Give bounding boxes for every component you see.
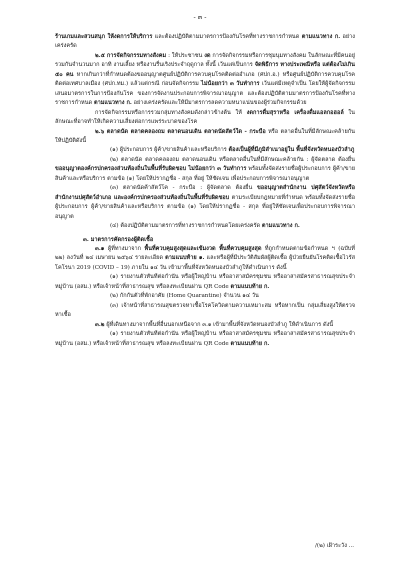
paragraph-screening-3-1-item-3 [55, 302, 355, 321]
text-run: หากเกินกว่าที่กำหนดต้องขออนุญาตศูนย์ปฏิบัติการควบคุมโรคติดต่ออำเภอ (ศปก.อ.) หรือศูนย์ปฏิบัติการควบคุมโรคติดต่อเทศบาลเมือง (ศปก.ทม.) แล้วแต่กรณี ก่อนจัดกิจกรรม [55, 71, 355, 88]
text-run: พร้อมทั้งจัดส่งรายชื่อผู้ประกอบการ ผู้ค้า/ขายสินค้าและหรือบริการ ตามข้อ (๑) โดยให้ปรากฏชื่อ - สกุล ที่อยู่ ให้ชัดเจน เพื่อประกอบการพิจารณาอนุญาต [55, 166, 355, 182]
bold-text-run: งดการดื่มสุราหรือ เครื่องดื่มแอลกอฮอล์ [246, 109, 344, 116]
text-run: (๓) ตลาดนัดค้าสัตว์โค - กระบือ : ผู้จัดตลาด ต้องยื่น [110, 185, 257, 192]
bold-text-run: จัดพิธีการ ทางประเพณีหรือ แต่ต้องไม่เกิน ๕๐ คน [55, 62, 355, 78]
bold-text-run: ตามแนบท้าย ก. [230, 283, 270, 290]
paragraph-market-item-4 [55, 222, 355, 231]
paragraph-alcohol-ban [55, 109, 355, 128]
bold-text-run: ขออนุญาตองค์กรปกครองส่วนท้องถิ่นในพื้นที่รับผิดชอบ ไม่น้อยกว่า ๓ วันทำการ [55, 166, 247, 173]
paragraph-market-item-2 [55, 156, 355, 184]
text-run: การจัดกิจกรรมหรือการรวมกลุ่มทางสังคมดังกล่าวข้างต้น ให้ [95, 109, 247, 116]
bold-text-run: ๓.๑ [95, 245, 108, 252]
paragraph-game-shops [55, 33, 355, 52]
paragraph-screening-3-2 [55, 321, 355, 330]
text-run: อย่างเคร่งครัด [55, 34, 356, 50]
bold-text-run: ๒.๖ ตลาดนัด ตลาดคลองถม ตลาดนอนเดิน ตลาดนัดสัตว์ใด - กระบือ [95, 128, 266, 135]
paragraph-market-item-3 [55, 184, 355, 222]
continuation-note: /(๒) เฝ้าระวัง ... [315, 543, 355, 549]
text-run: ตามระเบียบกฎหมายที่กำหนด พร้อมทั้งจัดส่งรายชื่อผู้ประกอบการ ผู้ค้า/ขายสินค้าและหรือบริการ ตามข้อ (๑) โดยให้ปรากฏชื่อ - สกุล ที่อยู่ให้ชัดเจนเพื่อประกอบการพิจารณาอนุญาต [55, 194, 355, 220]
text-run: อย่างเคร่งครัดและให้มีมาตรการลดความหนาแน่นของผู้ร่วมกิจกรรมด้วย [131, 100, 307, 107]
section-heading-screening [55, 236, 355, 245]
bold-text-run: ๓. มาตรการคัดกรองผู้ติดเชื้อ [83, 236, 154, 243]
bold-text-run: ขออนุญาตสำนักงาน ปศุสัตว์จังหวัดหรือสำนักงานปศุสัตว์อำเภอ และองค์กรปกครองส่วนท้องถิ่นในพื้นที่รับผิดชอบ [55, 185, 355, 201]
paragraph-screening-3-1 [55, 245, 355, 273]
bold-text-run: พื้นที่ควบคุมสูงสุดและเข้มงวด พื้นที่ควบคุมสูงสุด [144, 245, 262, 252]
text-run: ผู้ที่ทางมาจาก [107, 245, 145, 252]
paragraph-market-item-1 [55, 146, 355, 155]
text-run: เว้นแต่มีเหตุจำเป็น โดยให้ผู้จัดกิจกรรมเสนอมาตรการในการป้องกันโรค ของการจัดงานประกอบการพิจารณาอนุญาต และต้องปฏิบัติตามมาตรการป้องกันโรคที่ทางราชการกำหนด [55, 81, 355, 107]
bold-text-run: ตามแนวทาง ก. [301, 34, 341, 40]
text-run: (๒) กักกันตัวที่พักอาศัย (Home Quarantine) จำนวน ๑๔ วัน [110, 293, 259, 300]
document-body [55, 33, 355, 349]
text-run: : ให้ประชาชน [166, 52, 205, 59]
text-run: และต้องปฏิบัติตามมาตรการป้องกันโรคที่ทางราชการกำหนด [152, 34, 302, 40]
text-run: (๓) เจ้าหน้าที่สาธารณสุขตรวจหาเชื้อโรคโควิดตามความเหมาะสม หรือหากเป็น กลุ่มเสี่ยงสูงให้ตรวจหาเชื้อ [55, 302, 355, 319]
bold-text-run: ร้านเกมและสวนสนุก ให้งดการให้บริการ [55, 34, 153, 40]
text-run: หรือ ตลาดอื่นในที่มีลักษณะคล้ายกัน ให้ปฏิบัติดังนี้ [55, 128, 355, 144]
bold-text-run: ต้องเป็นผู้ที่มีภูมิลำเนาอยู่ใน พื้นที่จังหวัดหนองบัวลำภู [228, 147, 355, 154]
bold-text-run: ตามแนวทาง ก. [93, 100, 132, 107]
text-run: และหรือผู้ที่มีประวัติสัมผัสผู้ติดเชื้อ ผู้ป่วยยืนยันโรคติดเชื้อไวรัสโคโรนา 2019 (COVID – 19) ภายใน ๑๔ วัน เข้ามาพื้นที่จังหวัดหนองบัวลำภูให้ดำเนินการ ดังนี้ [55, 255, 355, 271]
page-number: - ๓ - [193, 13, 207, 21]
bold-text-run: ตามแนบท้าย ก. [230, 340, 270, 347]
text-run: (๒) ตลาดนัด ตลาดคลองถม ตลาดนอนเดิน หรือตลาดอื่นในที่มีลักษณะคล้ายกัน : ผู้จัดตลาด ต้องยื่น [110, 156, 355, 163]
bold-text-run: ๓.๒ [95, 321, 107, 328]
text-run: ผู้ที่เดินทางมาจากพื้นที่อื่นนอกเหนือจาก ๓.๑ เข้ามาพื้นที่จังหวัดหนองบัวลำภู ให้ดำเนินการ ดังนี้ [106, 321, 334, 328]
text-run: ที่ถูกกำหนดตามข้อกำหนด ฯ (ฉบับที่ ๒๒) ลงวันที่ ๒๔ เมษายน ๒๕๖๔ รายละเอียด [55, 245, 355, 262]
bold-text-run: ตามแนวทาง ก. [261, 223, 300, 230]
bold-text-run: งด [204, 52, 211, 59]
paragraph-social-activities [55, 52, 355, 109]
text-run: การจัดกิจกรรมหรือการชุมนุมทางสังคม ในลักษณะที่มีคนอยู่รวมกันจำนวนมาก อาทิ งานเลี้ยง หรืองานรื่นเริงประจำฤดูกาล ทั้งนี้ เว้นแต่เป็นการ [55, 52, 355, 69]
text-run: (๑) รายงานตัวทันทีต่อกำนัน หรือผู้ใหญ่บ้าน หรืออาสาสมัครชุมชน หรืออาสาสมัครสาธารณสุขประจำหมู่บ้าน (อสม.) หรือเจ้าหน้าที่สาธารณสุข หรือลงทะเบียนผ่าน QR Code [55, 274, 355, 290]
text-run: (๑) รายงานตัวทันทีต่อกำนัน หรือผู้ใหญ่บ้าน หรืออาสาสมัครชุมชน หรืออาสาสมัครสาธารณสุขประจำหมู่บ้าน (อสม.) หรือเจ้าหน้าที่สาธารณสุข หรือลงทะเบียนผ่าน QR Code [55, 331, 355, 347]
bold-text-run: ตามแนบท้าย ๑. [165, 255, 205, 262]
text-run: ในลักษณะที่อาจทำให้เกิดความเสี่ยงต่อการแพร่ระบาดของโรค [55, 109, 355, 126]
bold-text-run: ไม่น้อยกว่า ๓ วันทำการ [201, 81, 260, 88]
paragraph-screening-3-1-item-1 [55, 273, 355, 292]
bold-text-run: ๒.๕ การจัดกิจกรรมทางสังคม [95, 52, 167, 59]
paragraph-screening-3-1-item-2 [55, 292, 355, 301]
paragraph-screening-3-2-item-1 [55, 330, 355, 349]
text-run: (๔) ต้องปฏิบัติตามมาตรการที่ทางราชการกำหนดโดยเคร่งครัด [110, 223, 262, 230]
paragraph-markets-heading [55, 128, 355, 147]
text-run: (๑) ผู้ประกอบการ ผู้ค้า/ขายสินค้าและหรือบริการ [110, 147, 229, 154]
